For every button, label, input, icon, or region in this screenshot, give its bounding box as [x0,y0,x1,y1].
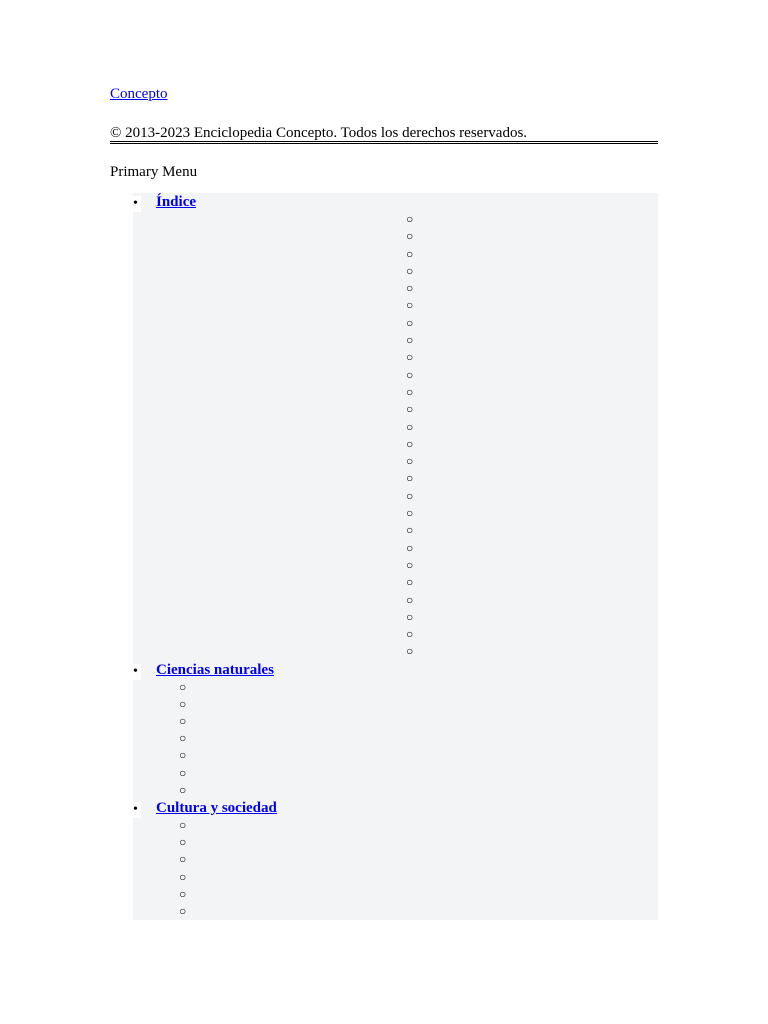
primary-menu [133,193,658,920]
submenu-item[interactable] [179,505,658,522]
circle-bullet-icon: ○ [406,315,414,330]
circle-bullet-icon: ○ [406,402,414,417]
submenu-item[interactable] [179,679,658,696]
submenu-ciencias-naturales [179,679,658,799]
submenu-item[interactable] [179,817,658,834]
submenu-item[interactable] [179,263,658,280]
circle-bullet-icon: ○ [406,384,414,399]
circle-bullet-icon: ○ [406,246,414,261]
submenu-item[interactable] [179,332,658,349]
submenu-item[interactable] [179,903,658,920]
circle-bullet-icon: ○ [406,350,414,365]
submenu-item[interactable] [179,747,658,764]
submenu-cultura-y-sociedad [179,817,658,920]
menu-link-indice[interactable]: Índice [156,193,658,211]
circle-bullet-icon: ○ [179,886,187,901]
circle-bullet-icon: ○ [406,367,414,382]
submenu-item[interactable] [179,401,658,418]
submenu-item[interactable] [179,869,658,886]
submenu-item[interactable] [179,609,658,626]
menu-link-cultura-y-sociedad[interactable]: Cultura y sociedad [156,799,658,817]
circle-bullet-icon: ○ [179,765,187,780]
circle-bullet-icon: ○ [179,696,187,711]
submenu-item[interactable] [179,315,658,332]
circle-bullet-icon: ○ [406,471,414,486]
circle-bullet-icon: ○ [406,523,414,538]
submenu-item[interactable] [179,488,658,505]
circle-bullet-icon: ○ [406,609,414,624]
copyright-text: © 2013-2023 Enciclopedia Concepto. Todos los derechos reservados. [110,124,658,144]
submenu-item[interactable] [179,643,658,660]
menu-item-indice [133,193,658,661]
circle-bullet-icon: ○ [406,212,414,226]
submenu-item[interactable] [179,592,658,609]
submenu-item[interactable] [179,540,658,557]
submenu-item[interactable] [179,211,658,228]
circle-bullet-icon: ○ [406,229,414,244]
circle-bullet-icon: ○ [179,903,187,918]
bullet-icon: • [128,664,141,680]
circle-bullet-icon: ○ [406,436,414,451]
submenu-item[interactable] [179,574,658,591]
circle-bullet-icon: ○ [179,748,187,763]
submenu-indice [179,211,658,661]
bullet-icon: • [128,196,141,212]
primary-menu-title: Primary Menu [110,164,198,180]
submenu-item[interactable] [179,557,658,574]
circle-bullet-icon: ○ [179,679,187,694]
submenu-item[interactable] [179,470,658,487]
circle-bullet-icon: ○ [179,818,187,833]
circle-bullet-icon: ○ [406,557,414,572]
submenu-item[interactable] [179,349,658,366]
circle-bullet-icon: ○ [406,627,414,642]
circle-bullet-icon: ○ [179,782,187,797]
circle-bullet-icon: ○ [179,835,187,850]
circle-bullet-icon: ○ [406,592,414,607]
submenu-item[interactable] [179,834,658,851]
circle-bullet-icon: ○ [406,298,414,313]
menu-link-ciencias-naturales[interactable]: Ciencias naturales [156,661,658,679]
submenu-item[interactable] [179,713,658,730]
submenu-item[interactable] [179,367,658,384]
circle-bullet-icon: ○ [179,714,187,729]
circle-bullet-icon: ○ [406,263,414,278]
submenu-item[interactable] [179,782,658,799]
bullet-icon: • [128,802,141,818]
submenu-item[interactable] [179,851,658,868]
submenu-item[interactable] [179,522,658,539]
circle-bullet-icon: ○ [406,333,414,348]
circle-bullet-icon: ○ [406,540,414,555]
submenu-item[interactable] [179,297,658,314]
submenu-item[interactable] [179,765,658,782]
submenu-item[interactable] [179,419,658,436]
circle-bullet-icon: ○ [406,454,414,469]
submenu-item[interactable] [179,730,658,747]
circle-bullet-icon: ○ [179,731,187,746]
menu-item-cultura-y-sociedad [133,799,658,920]
menu-item-ciencias-naturales [133,661,658,799]
submenu-item[interactable] [179,453,658,470]
site-title-link[interactable]: Concepto [110,86,168,102]
submenu-item[interactable] [179,626,658,643]
circle-bullet-icon: ○ [406,644,414,659]
submenu-item[interactable] [179,384,658,401]
circle-bullet-icon: ○ [179,869,187,884]
submenu-item[interactable] [179,228,658,245]
circle-bullet-icon: ○ [406,506,414,521]
circle-bullet-icon: ○ [406,281,414,296]
circle-bullet-icon: ○ [406,419,414,434]
circle-bullet-icon: ○ [179,852,187,867]
submenu-item[interactable] [179,886,658,903]
circle-bullet-icon: ○ [406,575,414,590]
circle-bullet-icon: ○ [406,488,414,503]
submenu-item[interactable] [179,280,658,297]
submenu-item[interactable] [179,246,658,263]
submenu-item[interactable] [179,436,658,453]
submenu-item[interactable] [179,696,658,713]
